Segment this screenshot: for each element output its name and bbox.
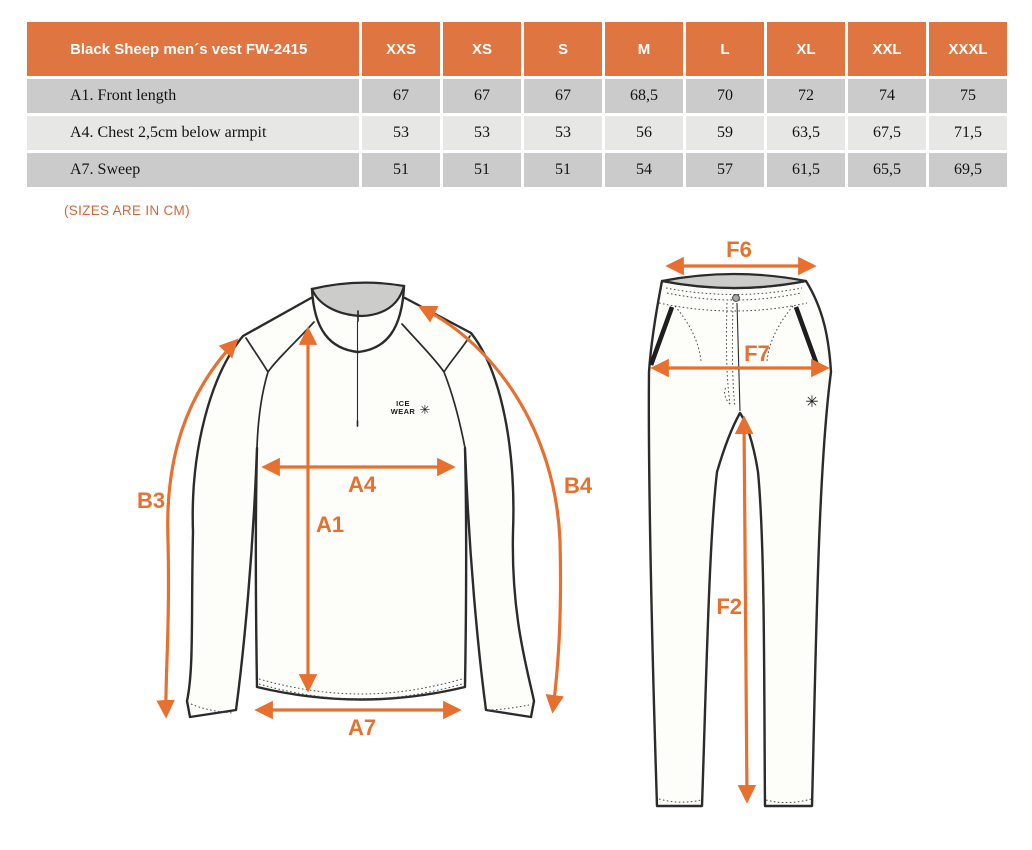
size-cell: 72 <box>767 79 845 113</box>
size-table <box>27 22 1007 187</box>
size-cell: 67 <box>443 79 521 113</box>
logo-text-wear: WEAR <box>390 407 416 416</box>
size-cell: 65,5 <box>848 153 926 187</box>
size-cell: 70 <box>686 79 764 113</box>
logo-text-ice: ICE <box>396 399 410 408</box>
size-cell: 69,5 <box>929 153 1007 187</box>
size-cell: 56 <box>605 116 683 150</box>
waist-label: F6 <box>726 237 752 262</box>
size-cell: 67 <box>524 79 602 113</box>
sizes-note: (SIZES ARE IN CM) <box>64 203 190 218</box>
size-cell: 67,5 <box>848 116 926 150</box>
size-cell: 53 <box>362 116 440 150</box>
pants-diagram <box>649 237 831 806</box>
size-col-header: M <box>605 22 683 76</box>
sleeve-right-label: B4 <box>563 473 593 498</box>
shirt-diagram <box>137 283 593 740</box>
size-col-header: L <box>686 22 764 76</box>
snowflake-icon: ✳ <box>419 402 431 417</box>
size-cell: 61,5 <box>767 153 845 187</box>
size-col-header: XXXL <box>929 22 1007 76</box>
size-col-header: XS <box>443 22 521 76</box>
sweep-label: A7 <box>347 715 377 740</box>
hip-label: F7 <box>744 341 770 366</box>
sleeve-left-label: B3 <box>136 488 166 513</box>
size-col-header: XXS <box>362 22 440 76</box>
size-cell: 59 <box>686 116 764 150</box>
size-cell: 53 <box>524 116 602 150</box>
pants-outline <box>649 281 831 806</box>
size-col-header: S <box>524 22 602 76</box>
row-label: A7. Sweep <box>27 153 359 187</box>
chest-label: A4 <box>347 472 377 497</box>
front-length-label: A1 <box>315 512 345 537</box>
inseam-arrow <box>744 420 747 799</box>
size-cell: 68,5 <box>605 79 683 113</box>
size-cell: 71,5 <box>929 116 1007 150</box>
measurement-diagrams <box>0 228 1032 850</box>
row-label: A1. Front length <box>27 79 359 113</box>
size-cell: 53 <box>443 116 521 150</box>
size-cell: 63,5 <box>767 116 845 150</box>
size-cell: 57 <box>686 153 764 187</box>
size-cell: 75 <box>929 79 1007 113</box>
size-cell: 51 <box>362 153 440 187</box>
shirt-outline <box>187 298 534 717</box>
row-label: A4. Chest 2,5cm below armpit <box>27 116 359 150</box>
size-cell: 67 <box>362 79 440 113</box>
size-cell: 51 <box>443 153 521 187</box>
size-cell: 54 <box>605 153 683 187</box>
size-col-header: XXL <box>848 22 926 76</box>
table-title: Black Sheep men´s vest FW-2415 <box>27 22 359 76</box>
size-cell: 51 <box>524 153 602 187</box>
waist-button <box>733 295 740 302</box>
size-col-header: XL <box>767 22 845 76</box>
snowflake-icon: ✳ <box>805 392 819 411</box>
zipper <box>358 311 359 426</box>
inseam-label: F2 <box>716 594 742 619</box>
size-cell: 74 <box>848 79 926 113</box>
